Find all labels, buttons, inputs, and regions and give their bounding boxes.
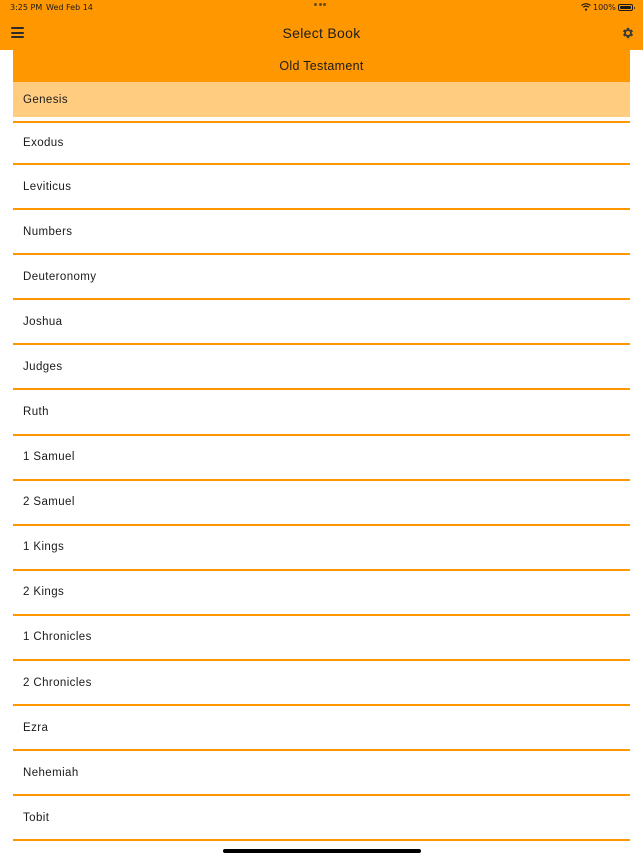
book-label: 2 Chronicles (23, 676, 92, 689)
book-label: 1 Kings (23, 541, 65, 554)
book-item-2-samuel[interactable] (13, 481, 630, 526)
book-label: Genesis (23, 93, 68, 106)
book-label: Leviticus (23, 180, 72, 193)
book-item-2-chronicles[interactable] (13, 661, 630, 706)
book-item-joshua[interactable] (13, 300, 630, 345)
status-date: Wed Feb 14 (46, 3, 93, 12)
book-label: Deuteronomy (23, 270, 97, 283)
status-time: 3:25 PM (10, 3, 43, 12)
book-label: 2 Samuel (23, 496, 75, 509)
page-title: Select Book (282, 25, 361, 41)
book-item-ruth[interactable] (13, 390, 630, 435)
battery-icon (618, 4, 633, 11)
book-item-ezra[interactable] (13, 706, 630, 751)
book-label: 2 Kings (23, 586, 65, 599)
multitasking-dots-icon[interactable] (314, 3, 328, 7)
book-item-1-kings[interactable] (13, 526, 630, 571)
book-label: Joshua (23, 315, 63, 328)
book-label: Tobit (23, 811, 50, 824)
book-item-2-kings[interactable] (13, 571, 630, 616)
book-item-1-samuel[interactable] (13, 436, 630, 481)
book-item-1-chronicles[interactable] (13, 616, 630, 661)
book-label: 1 Chronicles (23, 631, 92, 644)
battery-percentage: 100% (593, 3, 616, 12)
book-item-leviticus[interactable] (13, 165, 630, 210)
book-list (13, 82, 630, 841)
book-label: Numbers (23, 225, 73, 238)
book-label: 1 Samuel (23, 451, 75, 464)
section-header-old-testament: Old Testament (13, 50, 630, 82)
book-label: Nehemiah (23, 766, 79, 779)
gear-icon[interactable] (621, 26, 635, 40)
navigation-bar (0, 16, 643, 50)
book-item-numbers[interactable] (13, 210, 630, 255)
book-label: Exodus (23, 137, 64, 149)
book-item-genesis[interactable] (13, 82, 630, 117)
book-label: Ruth (23, 406, 49, 419)
book-label: Judges (23, 360, 63, 373)
book-item-judges[interactable] (13, 345, 630, 390)
book-item-tobit[interactable] (13, 796, 630, 841)
book-label: Ezra (23, 721, 49, 734)
wifi-icon (581, 3, 591, 11)
book-item-nehemiah[interactable] (13, 751, 630, 796)
home-indicator[interactable] (223, 849, 421, 853)
status-bar (0, 0, 643, 16)
book-item-exodus[interactable] (13, 123, 630, 165)
book-item-deuteronomy[interactable] (13, 255, 630, 300)
